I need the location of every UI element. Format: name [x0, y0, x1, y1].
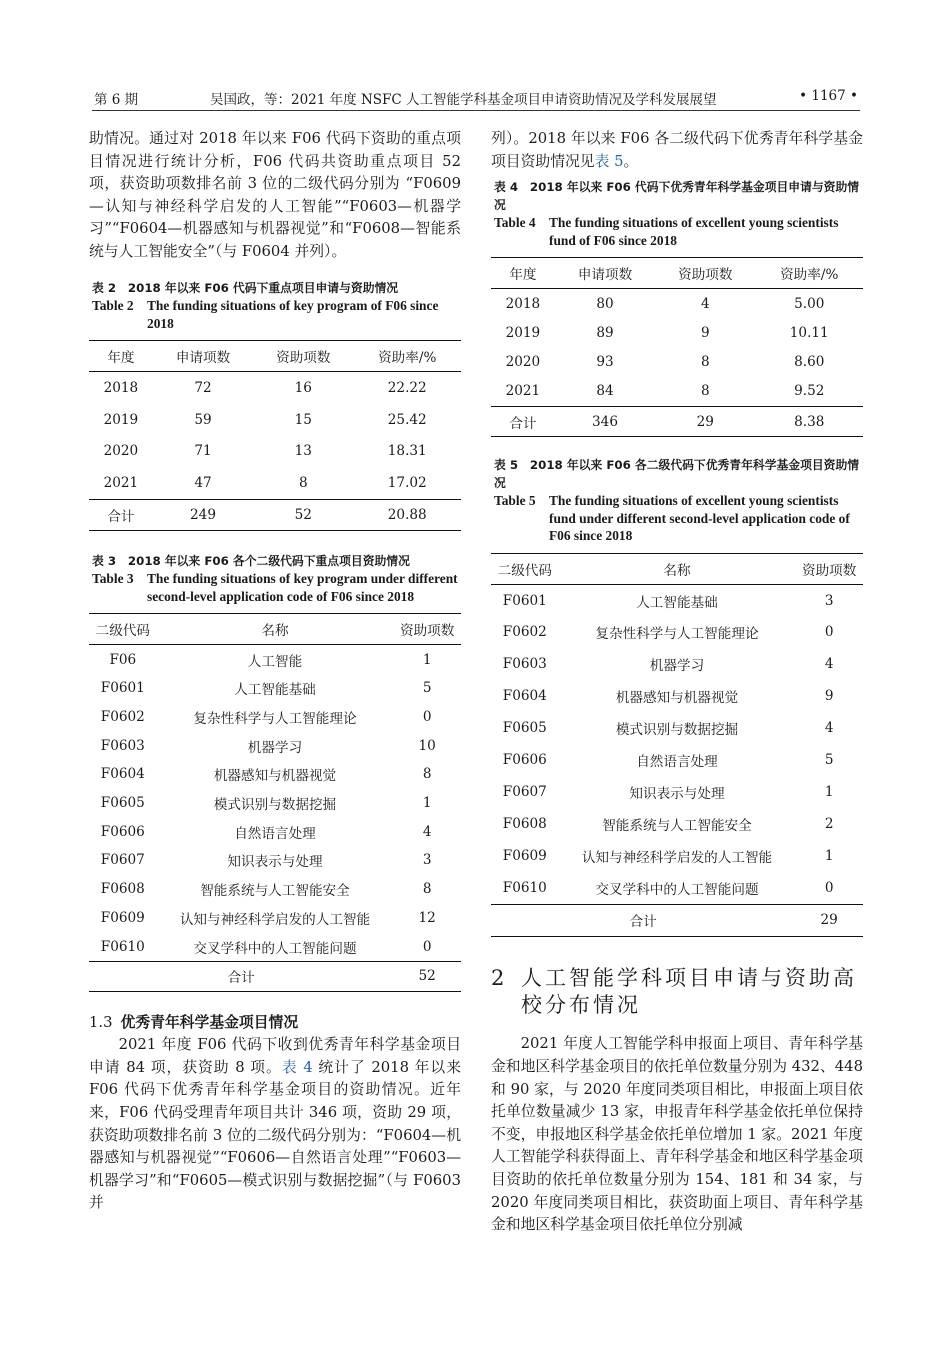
issue-number: 第 6 期: [94, 92, 139, 108]
table-row: [491, 617, 863, 649]
table-cell: 5.00: [794, 295, 825, 312]
table-cell: 智能系统与人工智能安全: [602, 817, 752, 834]
column-header: 资助率/%: [353, 341, 461, 372]
table-cell: 71: [194, 443, 212, 460]
section-1-3-body: 2021 年度 F06 代码下收到优秀青年科学基金项目申请 84 项，获资助 8 项。表 4 统计了 2018 年以来 F06 代码下优秀青年科学基金项目的资助情况。近年来，F06 代码受理青年项目共计 346 项，资助 29 项，获资助项数排名前 3 位的二级代码分别为：“F0604—机器感知与机器视觉”“F0606—自然语言处理”“F0603—机器学习”和“F0605—模式识别与数据挖掘”（与 F0603 并: [89, 1036, 461, 1212]
table-row: [491, 872, 863, 904]
running-header: [92, 88, 860, 111]
table-cell: 0: [824, 624, 834, 641]
table-cell: 59: [194, 411, 212, 428]
running-title: 吴国政，等：2021 年度 NSFC 人工智能学科基金项目申请资助情况及学科发展展望: [210, 92, 717, 108]
table-cell: 4: [824, 720, 834, 737]
table-row: [491, 377, 863, 407]
table-cell: 认知与神经科学启发的人工智能: [581, 849, 773, 866]
table-cell: 0: [422, 938, 432, 955]
table-row: [89, 789, 461, 818]
table-cell: 10.11: [789, 324, 829, 341]
table-cell: 2: [824, 815, 834, 832]
column-header: 资助项数: [253, 341, 353, 372]
table-cell: 机器感知与机器视觉: [213, 768, 337, 785]
table-row: [491, 289, 863, 319]
table-cell: 3: [422, 852, 432, 869]
table-row: [491, 318, 863, 347]
table-cell: 8: [422, 766, 432, 783]
table-row: [89, 467, 461, 499]
table-cell: 复杂性科学与人工智能理论: [193, 711, 357, 728]
section-2-heading: 2 人工智能学科项目申请与资助高校分布情况: [491, 966, 857, 1018]
table-cell: 84: [596, 383, 614, 400]
table-cell: 1: [422, 795, 432, 812]
column-header: 年度: [89, 341, 153, 372]
table-row: [89, 932, 461, 961]
table-cell: 5: [824, 752, 834, 769]
table-4-caption-en: Table 4 The funding situations of excellent young scientists fund of F06 since 2018: [494, 215, 839, 248]
table-row: [491, 776, 863, 808]
table-5-caption-cn: 表 5 2018 年以来 F06 各二级代码下优秀青年科学基金项目资助情况: [494, 458, 860, 490]
table-3-block: [89, 553, 461, 992]
table-cell: 8: [298, 474, 308, 491]
total-cell: 29: [795, 904, 863, 937]
header-row: [491, 258, 863, 289]
page-number: • 1167 •: [799, 88, 858, 104]
column-header: 申请项数: [555, 258, 655, 289]
table-row: [491, 744, 863, 776]
total-cell: 346: [555, 406, 655, 436]
table-cell: 2018: [505, 295, 541, 312]
table-4-caption-cn: 表 4 2018 年以来 F06 代码下优秀青年科学基金项目申请与资助情况: [494, 180, 860, 212]
table-cell: 知识表示与处理: [227, 854, 323, 871]
table-cell: 2018: [103, 379, 139, 396]
section-2-body: 2021 年度人工智能学科申报面上项目、青年科学基金和地区科学基金项目的依托单位数量分别为 432、448 和 90 家，与 2020 年度同类项目相比，申报面上项目依托单位数量减少 13 家，申报青年科学基金依托单位保持不变，申报地区科学基金依托单位增加 1 家。2021 年度人工智能学科获得面上、青年科学基金和地区科学基金项目资助的依托单位数量分别为 154、181 和 34 家，与 2020 年度同类项目相比，获资助面上项目、青年科学基金和地区科学基金项目依托单位分别减: [491, 1035, 863, 1234]
left-column: [89, 128, 461, 1215]
table-cell: 1: [422, 651, 432, 668]
table-row: [491, 712, 863, 744]
total-row: [89, 499, 461, 530]
table-cell: 2020: [505, 354, 541, 371]
table-cell: 22.22: [387, 379, 427, 396]
table-cell: F0604: [100, 766, 145, 783]
table-cell: 9.52: [794, 383, 825, 400]
right-column: [491, 128, 863, 1237]
table-cell: F0607: [502, 783, 547, 800]
table-cell: 8: [700, 383, 710, 400]
table-cell: 交叉学科中的人工智能问题: [193, 940, 357, 957]
table-cell: 18.31: [387, 443, 427, 460]
table-cell: 2019: [103, 411, 139, 428]
table-row: [491, 680, 863, 712]
table-cell: 9: [700, 324, 710, 341]
table-cell: F0602: [502, 624, 547, 641]
column-header: 资助项数: [393, 614, 461, 645]
table-cell: 93: [596, 354, 614, 371]
total-row: [491, 904, 863, 937]
table-cell: 10: [418, 737, 436, 754]
table-5: [491, 553, 863, 938]
table-4-block: [491, 179, 863, 437]
table-cell: 3: [824, 592, 834, 609]
column-header: 名称: [157, 614, 394, 645]
table-cell: F0609: [502, 847, 547, 864]
table-cell: 2021: [103, 474, 139, 491]
table-row: [89, 904, 461, 933]
table-cell: 9: [824, 688, 834, 705]
total-cell: 29: [655, 406, 755, 436]
column-header: 年度: [491, 258, 555, 289]
table-4-link[interactable]: 表 4: [281, 1058, 313, 1076]
table-cell: 人工智能基础: [234, 682, 316, 699]
table-row: [89, 817, 461, 846]
table-cell: 认知与神经科学启发的人工智能: [179, 911, 371, 928]
table-cell: 0: [422, 709, 432, 726]
column-header: 资助项数: [795, 553, 863, 584]
table-row: [89, 404, 461, 436]
section-1-3-heading: 1.3 优秀青年科学基金项目情况: [89, 1013, 299, 1031]
table-cell: 47: [194, 474, 212, 491]
table-cell: 2021: [505, 383, 541, 400]
total-cell: 8.38: [755, 406, 863, 436]
column-header: 资助率/%: [755, 258, 863, 289]
table-cell: 人工智能基础: [636, 594, 718, 611]
table-cell: 复杂性科学与人工智能理论: [595, 626, 759, 643]
table-2-caption-en: Table 2 The funding situations of key program of F06 since 2018: [92, 298, 439, 331]
table-cell: 17.02: [387, 474, 427, 491]
table-cell: 机器学习: [649, 658, 705, 675]
table-cell: 自然语言处理: [234, 825, 316, 842]
table-row: [89, 674, 461, 703]
table-cell: 4: [824, 656, 834, 673]
table-row: [491, 840, 863, 872]
table-cell: 人工智能: [247, 653, 303, 670]
table-cell: 机器学习: [247, 739, 303, 756]
table-cell: 智能系统与人工智能安全: [200, 883, 350, 900]
table-cell: F0609: [100, 909, 145, 926]
table-cell: 12: [418, 909, 436, 926]
table-cell: F0602: [100, 709, 145, 726]
table-row: [89, 846, 461, 875]
table-3-caption-cn: 表 3 2018 年以来 F06 各个二级代码下重点项目资助情况: [92, 553, 410, 568]
table-cell: 80: [596, 295, 614, 312]
table-cell: 2020: [103, 443, 139, 460]
total-cell: 合计: [491, 406, 555, 436]
table-cell: 1: [824, 783, 834, 800]
table-3-caption-en: Table 3 The funding situations of key program under different second-level application code of F06 since 2018: [92, 571, 458, 604]
table-2: [89, 340, 461, 531]
table-cell: 0: [824, 879, 834, 896]
table-cell: 模式识别与数据挖掘: [615, 722, 739, 739]
column-header: 名称: [559, 553, 796, 584]
total-cell: 52: [253, 499, 353, 530]
table-cell: F0601: [100, 680, 145, 697]
table-cell: 8: [422, 881, 432, 898]
table-row: [89, 875, 461, 904]
table-cell: 5: [422, 680, 432, 697]
table-cell: F06: [109, 651, 137, 668]
table-cell: 模式识别与数据挖掘: [213, 797, 337, 814]
total-cell: 249: [153, 499, 253, 530]
table-cell: F0601: [502, 592, 547, 609]
table-row: [89, 435, 461, 467]
header-row: [491, 553, 863, 584]
table-5-caption-en: Table 5 The funding situations of excellent young scientists fund under different second-level application code of F06 since 2018: [494, 493, 850, 544]
table-2-block: [89, 280, 461, 531]
table-row: [89, 703, 461, 732]
table-cell: F0606: [502, 752, 547, 769]
table-row: [89, 760, 461, 789]
table-5-link[interactable]: 表 5: [594, 152, 624, 170]
table-cell: F0607: [100, 852, 145, 869]
table-cell: 2019: [505, 324, 541, 341]
total-cell: 合计: [89, 499, 153, 530]
table-cell: F0604: [502, 688, 547, 705]
table-cell: 自然语言处理: [636, 754, 718, 771]
table-cell: 16: [294, 379, 312, 396]
total-cell: 20.88: [353, 499, 461, 530]
table-cell: F0608: [100, 881, 145, 898]
column-header: 二级代码: [491, 553, 559, 584]
table-cell: F0610: [100, 938, 145, 955]
table-cell: 13: [294, 443, 312, 460]
column-header: 二级代码: [89, 614, 157, 645]
table-cell: 89: [596, 324, 614, 341]
total-row: [491, 406, 863, 436]
table-cell: 4: [700, 295, 710, 312]
table-row: [491, 584, 863, 616]
table-3: [89, 613, 461, 991]
right-intro-paragraph: 列）。2018 年以来 F06 各二级代码下优秀青年科学基金项目资助情况见表 5。: [491, 130, 863, 170]
table-cell: 4: [422, 823, 432, 840]
table-row: [89, 645, 461, 674]
table-cell: F0605: [100, 795, 145, 812]
table-cell: F0606: [100, 823, 145, 840]
table-cell: 交叉学科中的人工智能问题: [595, 881, 759, 898]
table-row: [491, 648, 863, 680]
header-row: [89, 614, 461, 645]
table-row: [491, 348, 863, 377]
table-row: [89, 372, 461, 404]
table-cell: F0603: [502, 656, 547, 673]
table-5-block: [491, 457, 863, 937]
column-header: 申请项数: [153, 341, 253, 372]
table-cell: 25.42: [387, 411, 427, 428]
table-cell: F0603: [100, 737, 145, 754]
table-cell: 机器感知与机器视觉: [615, 690, 739, 707]
table-cell: 8: [700, 354, 710, 371]
total-cell: 52: [393, 961, 461, 991]
column-header: 资助项数: [655, 258, 755, 289]
total-cell: 合计: [491, 904, 795, 937]
header-row: [89, 341, 461, 372]
table-2-caption-cn: 表 2 2018 年以来 F06 代码下重点项目申请与资助情况: [92, 280, 399, 295]
total-row: [89, 961, 461, 991]
total-cell: 合计: [89, 961, 393, 991]
table-row: [491, 808, 863, 840]
table-cell: 1: [824, 847, 834, 864]
table-row: [89, 731, 461, 760]
table-cell: 8.60: [794, 354, 825, 371]
table-cell: 15: [294, 411, 312, 428]
intro-paragraph: 助情况。通过对 2018 年以来 F06 代码下资助的重点项目情况进行统计分析，F06 代码共资助重点项目 52 项，获资助项数排名前 3 位的二级代码分别为 “F0609—认知与神经科学启发的人工智能”“F0603—机器学习”“F0604—机器感知与机器视觉”和“F0608—智能系统与人工智能安全”（与 F0604 并列）。: [89, 130, 461, 260]
table-cell: F0610: [502, 879, 547, 896]
table-cell: 知识表示与处理: [629, 785, 725, 802]
table-cell: 72: [194, 379, 212, 396]
table-4: [491, 257, 863, 437]
table-cell: F0608: [502, 815, 547, 832]
table-cell: F0605: [502, 720, 547, 737]
